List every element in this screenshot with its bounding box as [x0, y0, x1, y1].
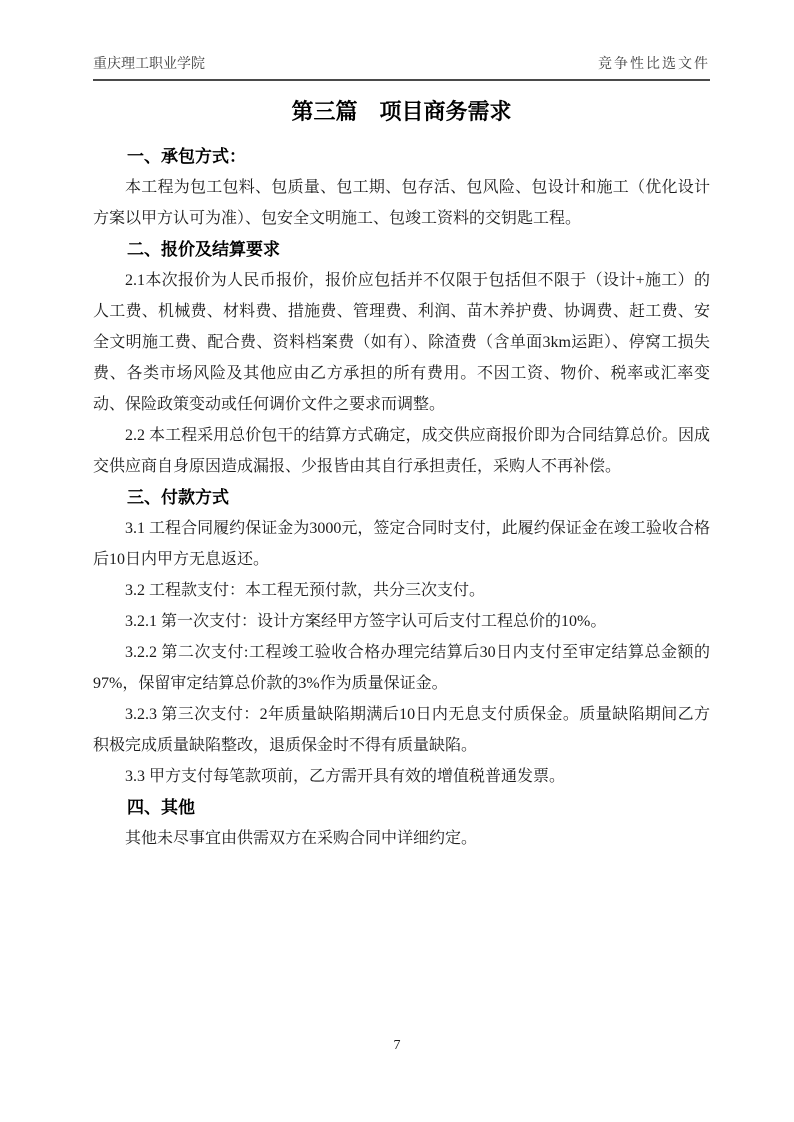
page-number: 7: [393, 1038, 401, 1053]
section-heading: 一、承包方式：: [127, 147, 246, 166]
paragraph: 3.2.1 第一次支付：设计方案经甲方签字认可后支付工程总价的10%。: [125, 613, 607, 630]
paragraph: 2.2 本工程采用总价包干的结算方式确定，成交供应商报价即为合同结算总价。因成交供应商自身原因造成漏报、少报皆由其自行承担责任，采购人不再补偿。: [93, 427, 710, 475]
section-heading: 四、其他: [127, 798, 195, 817]
section-other: [93, 792, 710, 854]
paragraph: 其他未尽事宜由供需双方在采购合同中详细约定。: [125, 830, 478, 847]
section-contracting-method: [93, 141, 710, 234]
section-heading: 三、付款方式: [127, 488, 229, 507]
section-heading: 二、报价及结算要求: [127, 240, 280, 259]
page-footer: [0, 1036, 794, 1056]
page-header: [93, 54, 710, 81]
paragraph: 3.2 工程款支付：本工程无预付款，共分三次支付。: [125, 582, 486, 599]
paragraph: 本工程为包工包料、包质量、包工期、包存活、包风险、包设计和施工（优化设计方案以甲方认可为准）、包安全文明施工、包竣工资料的交钥匙工程。: [93, 179, 710, 227]
paragraph: 3.2.3 第三次支付：2年质量缺陷期满后10日内无息支付质保金。质量缺陷期间乙方积极完成质量缺陷整改，退质保金时不得有质量缺陷。: [93, 706, 710, 754]
paragraph: 3.1 工程合同履约保证金为3000元，签定合同时支付，此履约保证金在竣工验收合格后10日内甲方无息返还。: [93, 520, 710, 568]
section-payment-terms: [93, 482, 710, 792]
paragraph: 3.3 甲方支付每笔款项前，乙方需开具有效的增值税普通发票。: [125, 768, 566, 785]
header-school-name: 重庆理工职业学院: [93, 57, 205, 72]
paragraph: 2.1本次报价为人民币报价，报价应包括并不仅限于包括但不限于（设计+施工）的人工费、机械费、材料费、措施费、管理费、利润、苗木养护费、协调费、赶工费、安全文明施工费、配合费、资料档案费（如有）、除渣费（含单面3km运距）、停窝工损失费、各类市场风险及其他应由乙方承担的所有费用。不因工资、物价、税率或汇率变动、保险政策变动或任何调价文件之要求而调整。: [93, 272, 710, 413]
document-body: [93, 141, 710, 854]
header-doc-type: 竞争性比选文件: [598, 57, 710, 72]
section-quotation-settlement: [93, 234, 710, 482]
paragraph: 3.2.2 第二次支付:工程竣工验收合格办理完结算后30日内支付至审定结算总金额的97%，保留审定结算总价款的3%作为质量保证金。: [93, 644, 710, 692]
document-title: 第三篇 项目商务需求: [291, 99, 512, 124]
